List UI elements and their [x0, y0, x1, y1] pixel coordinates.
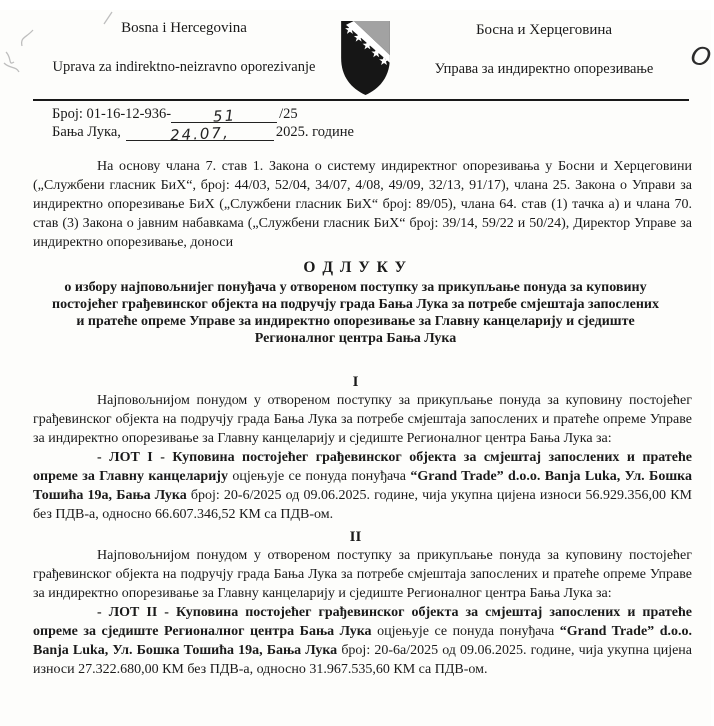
- coat-of-arms-icon: [338, 19, 393, 97]
- org-name-latin: Bosna i Hercegovina: [121, 20, 247, 36]
- lot-1-mid: оцјењује се понуда понуђача: [232, 469, 406, 484]
- lot-2-lead: - ЛОТ II - Куповина постојећег грађевинског објекта за смјештај запослених и пратеће опреме за сједиште Регионалног центра Бања Лука: [33, 605, 692, 639]
- header-divider: [33, 99, 689, 101]
- letterhead-latin: [33, 10, 335, 97]
- section-2-heading: II: [349, 529, 362, 545]
- scanned-decision-document: [0, 10, 714, 726]
- reference-block: [52, 105, 711, 145]
- place-label: Бања Лука,: [52, 124, 121, 140]
- legal-preamble: На основу члана 7. став 1. Закона о систему индиректног опорезивања у Босни и Херцеговини („Службени гласник БиХ“, број: 44/03, 52/04, 34/07, 4/08, 49/09, 32/13, 91/17), члана 25. Закона о Управи за индиректно опорезивање БиХ („Службени гласник БиХ“ број: 89/05), члана 64. став (1) тачка а) и члана 70. став (3) Закона о јавним набавкама („Службени гласник БиХ“ број: 39/14, 59/22 и 50/24), Директор Управе за индиректно опорезивање, доноси: [33, 159, 692, 250]
- section-1-lot-paragraph: [33, 448, 692, 524]
- org-department-cyrillic: Управа за индиректно опорезивање: [434, 61, 654, 77]
- section-2-lot-paragraph: [33, 603, 692, 679]
- section-1-intro: Најповољнијом понудом у отвореном поступку за прикупљање понуда за куповину постојећег грађевинског објекта на подручју града Бања Лука за потребе смјештаја запослених и пратеће опреме Управе за индиректно опорезивање за Главну канцеларију и сједиште Регионалног центра Бања Лука за:: [33, 393, 692, 446]
- lot-2-mid: оцјењује се понуда понуђача: [377, 624, 555, 639]
- handwritten-number: 51: [212, 106, 237, 126]
- section-1-heading: I: [352, 374, 359, 390]
- org-name-cyrillic: Босна и Херцеговина: [475, 22, 613, 38]
- lot-1-bidder: “Grand Trade” d.o.o. Banja Luka, Ул. Бошка Тошића 19а, Бања Лука: [33, 469, 692, 503]
- lot-2-bidder: “Grand Trade” d.o.o. Banja Luka, Ул. Бошка Тошића 19а, Бања Лука: [33, 624, 692, 658]
- emblem-container: [335, 10, 395, 97]
- document-number-suffix: /25: [279, 106, 298, 122]
- handwritten-date: 24.07,: [169, 123, 231, 145]
- lot-1-lead: - ЛОТ I - Куповина постојећег грађевинског објекта за смјештај запослених и пратеће опреме за Главну канцеларију: [33, 450, 692, 484]
- date-blank-line: [126, 123, 274, 145]
- document-number-line: [52, 105, 711, 126]
- letterhead: [33, 10, 693, 97]
- section-2-intro: Најповољнијом понудом у отвореном поступку за прикупљање понуда за куповину постојећег грађевинског објекта на подручју града Бања Лука за потребе смјештаја запослених и пратеће опреме Управе за индиректно опорезивање за Главну канцеларију и сједиште Регионалног центра Бања Лука за:: [33, 548, 692, 601]
- place-date-line: [52, 123, 711, 145]
- number-blank-line: [171, 106, 277, 126]
- document-number-label: Број: 01-16-12-936-: [52, 106, 172, 122]
- handwritten-corner-mark: O: [688, 40, 714, 73]
- decision-title: О Д Л У К У: [303, 259, 408, 276]
- org-department-latin: Uprava za indirektno-neizravno oporezivanje: [52, 59, 316, 75]
- lot-2-tail: број: 20-6а/2025 од 09.06.2025. године, чија укупна цијена износи 27.322.680,00 КМ без ПДВ-а, односно 31.967.535,60 КМ са ПДВ-ом.: [33, 643, 693, 677]
- year-suffix: 2025. године: [275, 124, 354, 140]
- lot-1-tail: број: 20-6/2025 од 09.06.2025. године, чија укупна цијена износи 56.929.356,00 КМ без ПДВ-а, односно 66.607.346,52 КМ са ПДВ-ом.: [33, 488, 692, 522]
- decision-subtitle: о избору најповољнијег понуђача у отвореном поступку за прикупљање понуда за куповину постојећег грађевинског објекта на подручју града Бања Лука за потребе смјештаја запослених и пратеће опреме Управе за индиректно опорезивање за Главну канцеларију и сједиште Регионалног центра Бања Лука: [52, 280, 659, 346]
- letterhead-cyrillic: [395, 10, 693, 97]
